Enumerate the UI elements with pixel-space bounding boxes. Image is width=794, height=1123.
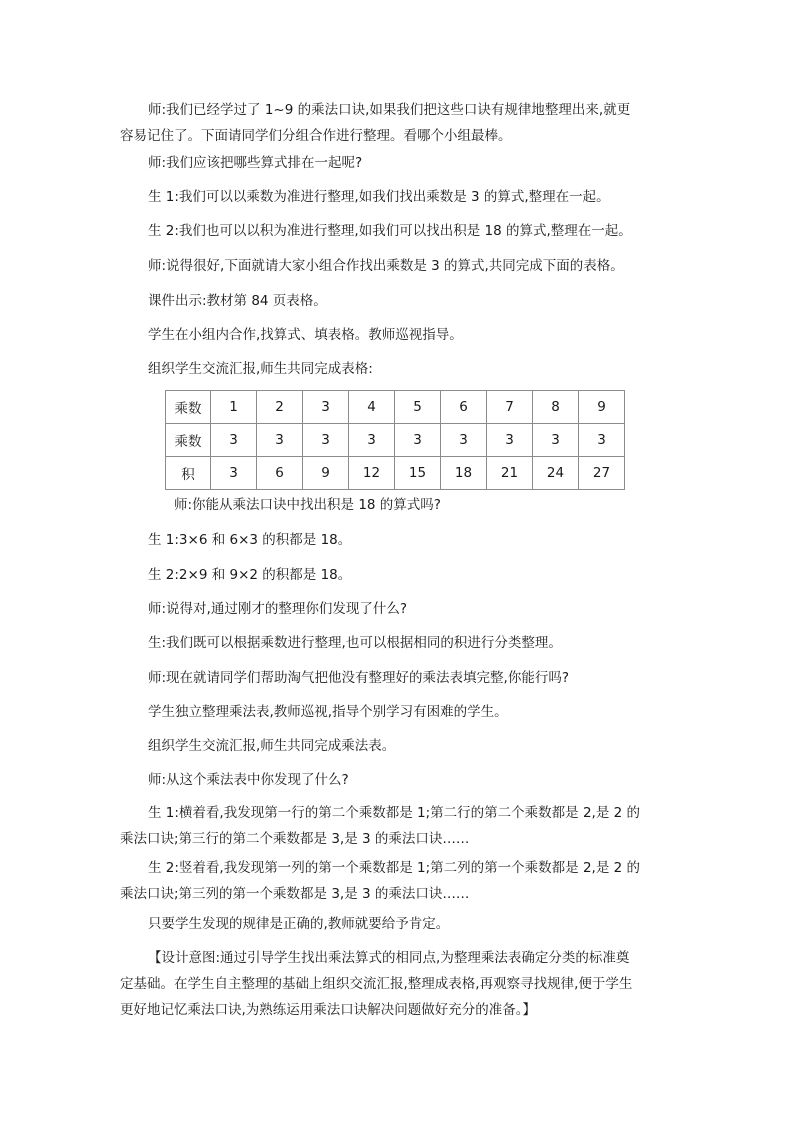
- table-cell: 12: [349, 457, 395, 490]
- paragraph: 生 1:横着看,我发现第一行的第二个乘数都是 1;第二行的第二个乘数都是 2,是 2 的乘法口诀;第三行的第二个乘数都是 3,是 3 的乘法口诀……: [120, 805, 640, 847]
- paragraph: 生 1:3×6 和 6×3 的积都是 18。: [148, 532, 352, 548]
- paragraph: 师:现在就请同学们帮助淘气把他没有整理好的乘法表填完整,你能行吗?: [148, 670, 570, 686]
- paragraph: 学生在小组内合作,找算式、填表格。教师巡视指导。: [148, 327, 463, 343]
- table-row: [166, 457, 625, 490]
- table-cell: 乘数: [166, 424, 211, 457]
- table-row: [166, 391, 625, 424]
- table-cell: 6: [441, 391, 487, 424]
- table-cell: 3: [441, 424, 487, 457]
- table-cell: 3: [257, 424, 303, 457]
- paragraph: 生 2:我们也可以以积为准进行整理,如我们可以找出积是 18 的算式,整理在一起。: [148, 223, 632, 239]
- table-cell: 乘数: [166, 391, 211, 424]
- table-cell: 3: [211, 424, 257, 457]
- table-cell: 积: [166, 457, 211, 490]
- paragraph: 师:你能从乘法口诀中找出积是 18 的算式吗?: [174, 497, 441, 513]
- table-cell: 3: [487, 424, 533, 457]
- table-cell: 7: [487, 391, 533, 424]
- paragraph: 生 2:2×9 和 9×2 的积都是 18。: [148, 567, 352, 583]
- paragraph: 组织学生交流汇报,师生共同完成表格:: [148, 361, 373, 377]
- table-cell: 3: [579, 424, 625, 457]
- paragraph: 组织学生交流汇报,师生共同完成乘法表。: [148, 738, 396, 754]
- paragraph: 师:我们应该把哪些算式排在一起呢?: [148, 155, 363, 171]
- table-cell: 1: [211, 391, 257, 424]
- paragraph: 学生独立整理乘法表,教师巡视,指导个别学习有困难的学生。: [148, 704, 508, 720]
- paragraph: 师:从这个乘法表中你发现了什么?: [148, 772, 349, 788]
- table-cell: 9: [579, 391, 625, 424]
- paragraph-intro: 师:我们已经学过了 1~9 的乘法口诀,如果我们把这些口诀有规律地整理出来,就更容易记住了。下面请同学们分组合作进行整理。看哪个小组最棒。: [120, 102, 631, 144]
- table-cell: 3: [211, 457, 257, 490]
- table-cell: 8: [533, 391, 579, 424]
- paragraph: 生 1:我们可以以乘数为准进行整理,如我们找出乘数是 3 的算式,整理在一起。: [148, 189, 610, 205]
- paragraph: 师:说得对,通过刚才的整理你们发现了什么?: [148, 601, 408, 617]
- table-cell: 9: [303, 457, 349, 490]
- table-cell: 2: [257, 391, 303, 424]
- paragraph: 生 2:竖着看,我发现第一列的第一个乘数都是 1;第二列的第一个乘数都是 2,是 2 的乘法口诀;第三列的第一个乘数都是 3,是 3 的乘法口诀……: [120, 860, 640, 902]
- design-intent-note: 【设计意图:通过引导学生找出乘法算式的相同点,为整理乘法表确定分类的标准奠定基础。在学生自主整理的基础上组织交流汇报,整理成表格,再观察寻找规律,便于学生更好地记忆乘法口诀,为熟练运用乘法口诀解决问题做好充分的准备。】: [120, 950, 633, 1018]
- table-cell: 15: [395, 457, 441, 490]
- table-cell: 27: [579, 457, 625, 490]
- table-cell: 24: [533, 457, 579, 490]
- table-row: [166, 424, 625, 457]
- paragraph: 生:我们既可以根据乘数进行整理,也可以根据相同的积进行分类整理。: [148, 635, 562, 651]
- table-cell: 5: [395, 391, 441, 424]
- table-cell: 3: [303, 424, 349, 457]
- paragraph: 只要学生发现的规律是正确的,教师就要给予肯定。: [148, 916, 450, 932]
- table-cell: 18: [441, 457, 487, 490]
- table-cell: 3: [533, 424, 579, 457]
- table-cell: 3: [303, 391, 349, 424]
- paragraph: 课件出示:教材第 84 页表格。: [148, 293, 327, 309]
- table-cell: 21: [487, 457, 533, 490]
- multiplication-table: [165, 390, 625, 490]
- paragraph: 师:说得很好,下面就请大家小组合作找出乘数是 3 的算式,共同完成下面的表格。: [148, 258, 624, 274]
- table-cell: 3: [395, 424, 441, 457]
- table-cell: 6: [257, 457, 303, 490]
- table-cell: 4: [349, 391, 395, 424]
- table-cell: 3: [349, 424, 395, 457]
